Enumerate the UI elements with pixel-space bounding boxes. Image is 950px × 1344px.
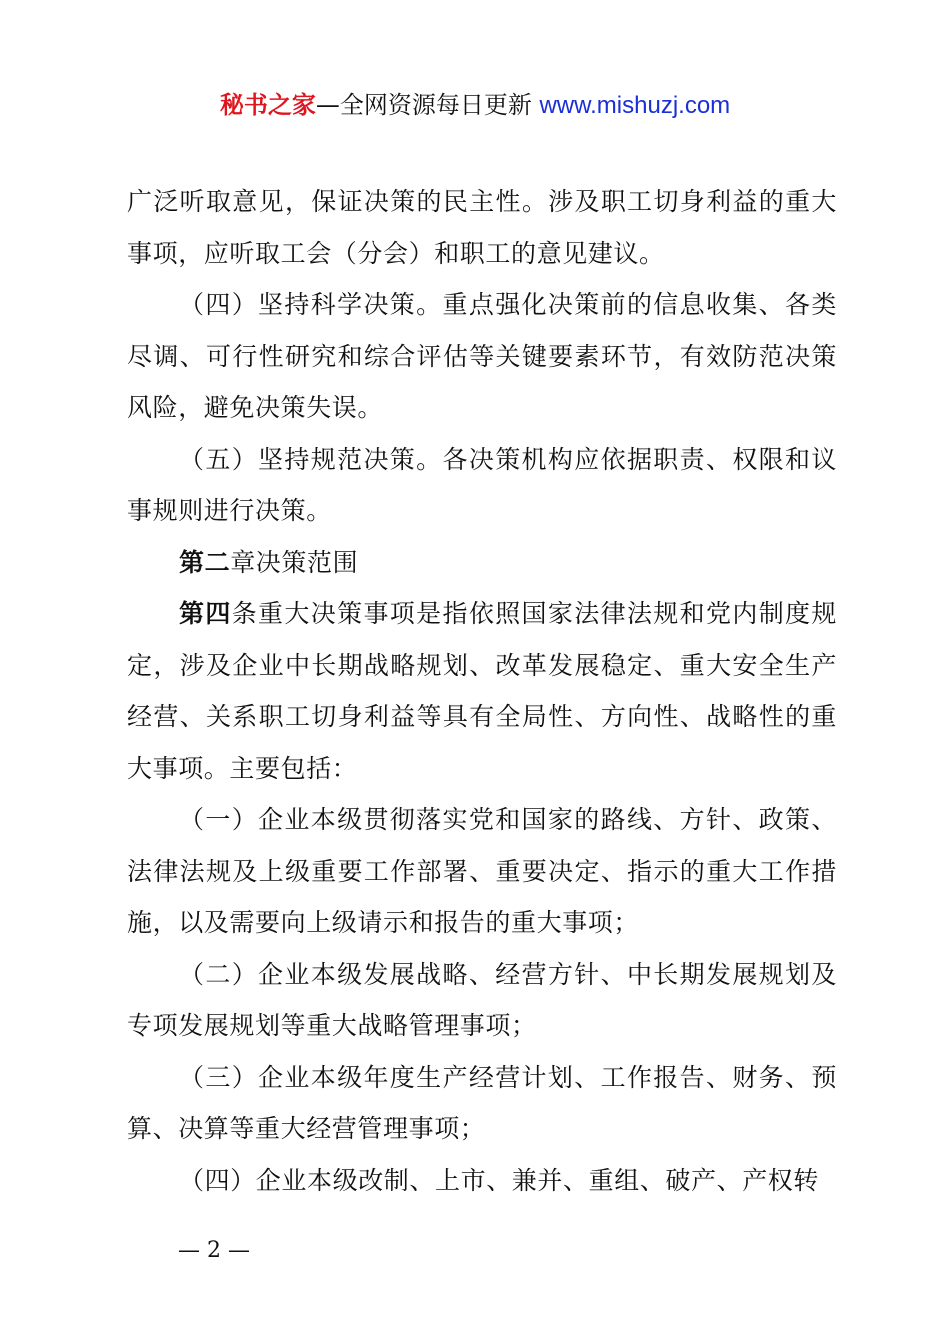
header-tagline: —全网资源每日更新 (315, 91, 532, 119)
list-item-text: （二）企业本级发展战略、经营方针、中长期发展规划及专项发展规划等重大战略管理事项； (127, 959, 837, 1040)
page-header (0, 88, 950, 123)
list-item-text: （四）企业本级改制、上市、兼并、重组、破产、产权转 (179, 1165, 820, 1195)
article-text: 条重大决策事项是指依照国家法律法规和党内制度规定，涉及企业中长期战略规划、改革发展稳定、重大安全生产经营、关系职工切身利益等具有全局性、方向性、战略性的重大事项。主要包括： (127, 599, 837, 783)
list-item (127, 1155, 837, 1207)
list-item-text: （三）企业本级年度生产经营计划、工作报告、财务、预算、决算等重大经营管理事项； (127, 1062, 837, 1143)
chapter-heading-text: 章决策范围 (230, 547, 359, 577)
paragraph-text: 广泛听取意见，保证决策的民主性。涉及职工切身利益的重大事项，应听取工会（分会）和职工的意见建议。 (127, 187, 837, 268)
document-body (127, 176, 837, 1206)
list-item (127, 1052, 837, 1155)
article-paragraph (127, 588, 837, 794)
list-item (127, 794, 837, 949)
page-number: — 2 — (178, 1238, 250, 1263)
header-url[interactable]: www.mishuzj.com (539, 92, 731, 119)
paragraph-text: （五）坚持规范决策。各决策机构应依据职责、权限和议事规则进行决策。 (127, 444, 837, 525)
chapter-heading-lead: 第二 (179, 547, 231, 577)
article-lead: 第四 (179, 599, 232, 628)
header-brand: 秘书之家 (219, 91, 316, 119)
paragraph-text: （四）坚持科学决策。重点强化决策前的信息收集、各类尽调、可行性研究和综合评估等关键要素环节，有效防范决策风险，避免决策失误。 (127, 290, 837, 422)
list-item (127, 949, 837, 1052)
paragraph-p3 (127, 434, 837, 537)
list-item-text: （一）企业本级贯彻落实党和国家的路线、方针、政策、法律法规及上级重要工作部署、重要决定、指示的重大工作措施，以及需要向上级请示和报告的重大事项； (127, 805, 837, 937)
paragraph-p2 (127, 279, 837, 434)
paragraph-p1 (127, 176, 837, 279)
chapter-heading (127, 537, 837, 589)
